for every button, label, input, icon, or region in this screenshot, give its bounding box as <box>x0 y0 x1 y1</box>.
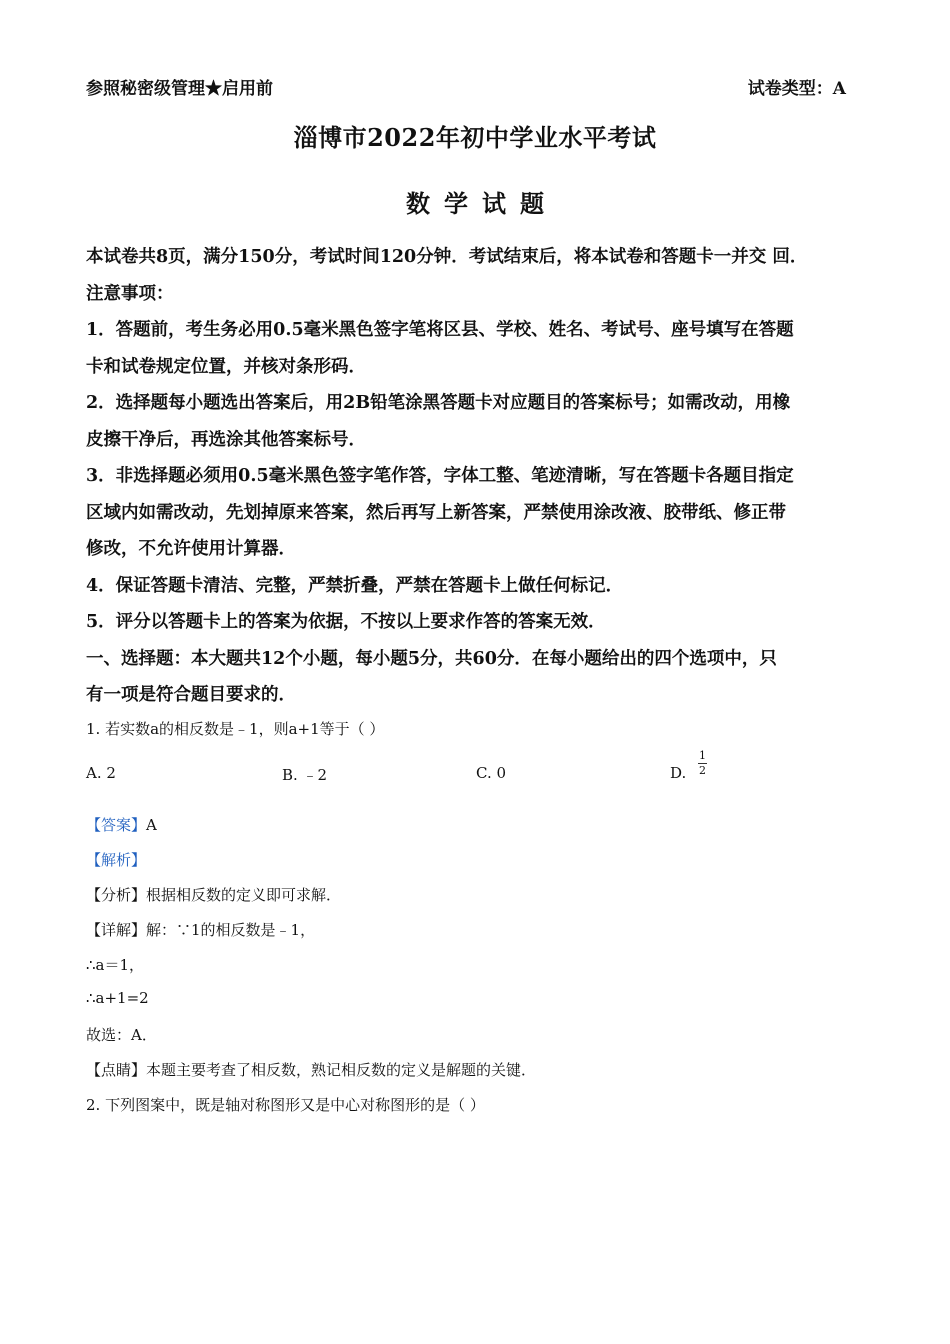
note-line: 4．保证答题卡清洁、完整，严禁折叠，严禁在答题卡上做任何标记． <box>86 576 624 596</box>
option-b: B. ﹣2 <box>282 766 328 784</box>
fraction-denominator: 2 <box>699 764 706 777</box>
page-header <box>86 74 846 100</box>
question-1-options <box>86 749 866 788</box>
section-heading: 一、选择题：本大题共12个小题，每小题5分，共60分．在每小题给出的四个选项中，只 <box>86 649 777 669</box>
option-d-label: D. <box>670 764 687 782</box>
note-line: 区域内如需改动，先划掉原来答案，然后再写上新答案，严禁使用涂改液、胶带纸、修正带 <box>86 503 786 523</box>
solution-line: 【详解】解：∵1的相反数是﹣1， <box>86 921 316 939</box>
note-line: 卡和试卷规定位置，并核对条形码． <box>86 357 366 377</box>
note-line: 2．选择题每小题选出答案后，用2B铅笔涂黑答题卡对应题目的答案标号；如需改动，用橡 <box>86 393 791 413</box>
answer-tag: 【答案】 <box>86 816 147 834</box>
section-heading-cont: 有一项是符合题目要求的． <box>86 685 296 705</box>
solution-line: ∴a＝1， <box>86 956 145 974</box>
exam-title: 淄博市2022年初中学业水平考试 <box>293 123 657 152</box>
option-d <box>670 749 706 782</box>
option-d-fraction <box>698 750 707 777</box>
solution-line: 【点睛】本题主要考查了相反数，熟记相反数的定义是解题的关键． <box>86 1061 537 1079</box>
subject-title: 数学试题 <box>406 189 558 218</box>
note-line: 皮擦干净后，再选涂其他答案标号． <box>86 430 366 450</box>
solution-line: 故选：A． <box>86 1026 157 1044</box>
paper-type-label: 试卷类型：A <box>747 79 846 99</box>
intro-text: 本试卷共8页，满分150分，考试时间120分钟．考试结束后，将本试卷和答题卡一并交 回． <box>86 247 808 267</box>
note-line: 3．非选择题必须用0.5毫米黑色签字笔作答，字体工整、笔迹清晰，写在答题卡各题目指定 <box>86 466 794 486</box>
note-line: 5．评分以答题卡上的答案为依据，不按以上要求作答的答案无效． <box>86 612 606 632</box>
answer-value: A <box>146 816 157 834</box>
analysis-tag: 【解析】 <box>86 851 147 869</box>
solution-line: ∴a+1=2 <box>86 989 149 1007</box>
answer-line <box>86 814 157 835</box>
option-a: A. 2 <box>86 764 116 782</box>
note-line: 1．答题前，考生务必用0.5毫米黑色签字笔将区县、学校、姓名、考试号、座号填写在答题 <box>86 320 794 340</box>
question-1-stem: 1. 若实数a的相反数是﹣1，则a+1等于（ ） <box>86 720 385 738</box>
secrecy-label: 参照秘密级管理★启用前 <box>86 79 273 99</box>
fraction-numerator: 1 <box>699 749 706 762</box>
notes-heading: 注意事项： <box>86 284 174 304</box>
note-line: 修改，不允许使用计算器． <box>86 539 296 559</box>
solution-line: 【分析】根据相反数的定义即可求解． <box>86 886 342 904</box>
option-c: C. 0 <box>476 764 507 782</box>
question-2-stem: 2. 下列图案中，既是轴对称图形又是中心对称图形的是（ ） <box>86 1096 485 1114</box>
